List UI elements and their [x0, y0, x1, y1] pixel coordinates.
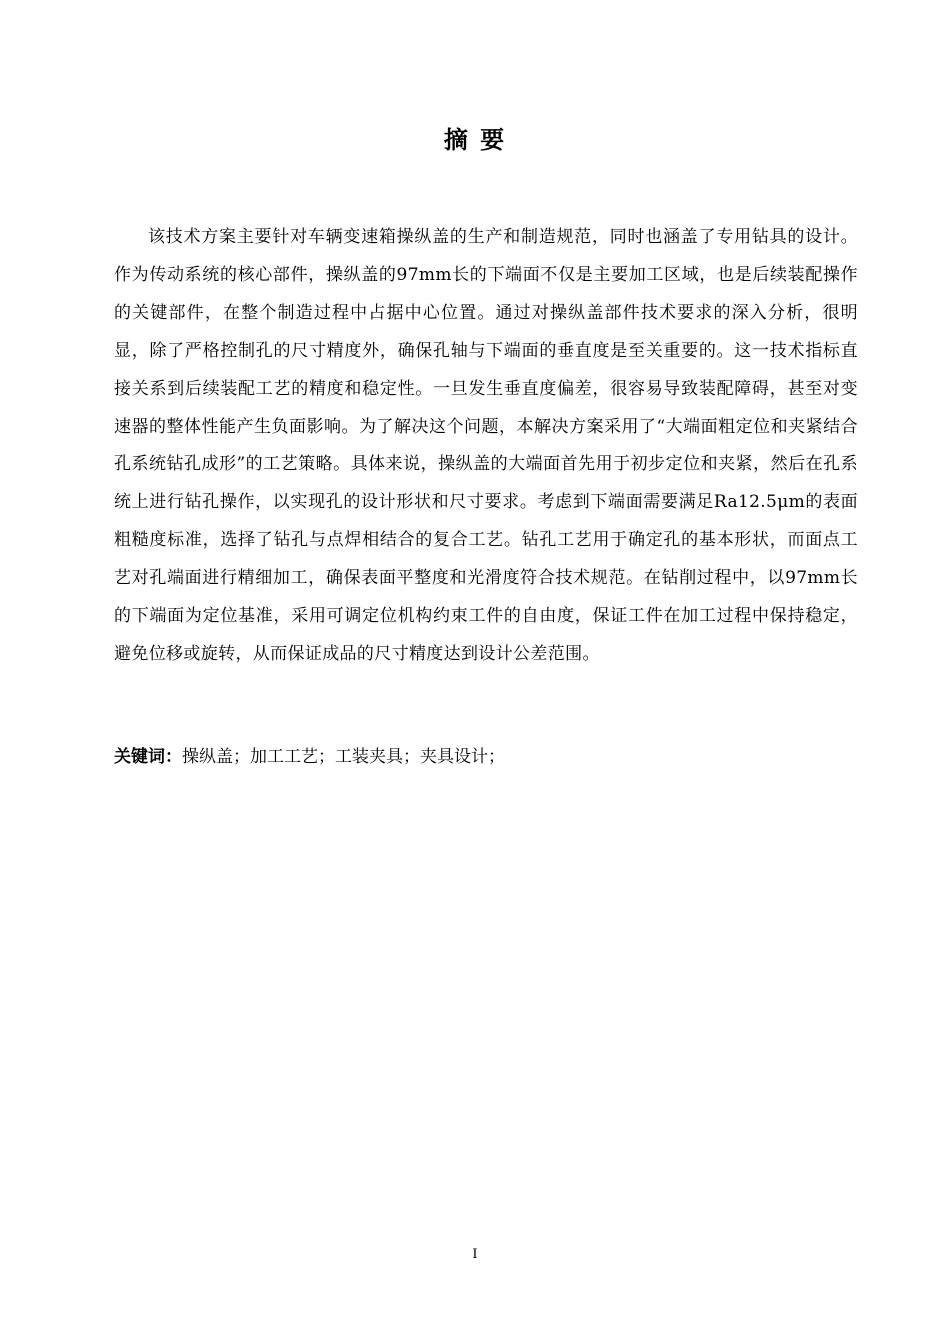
keywords-list: 操纵盖；加工工艺；工装夹具；夹具设计；	[182, 747, 505, 767]
page-number: I	[472, 1247, 478, 1262]
abstract-body: 该技术方案主要针对车辆变速箱操纵盖的生产和制造规范，同时也涵盖了专用钻具的设计。作为传动系统的核心部件，操纵盖的97mm长的下端面不仅是主要加工区域，也是后续装配操作的关键部件，在整个制造过程中占据中心位置。通过对操纵盖部件技术要求的深入分析，很明显，除了严格控制孔的尺寸精度外，确保孔轴与下端面的垂直度是至关重要的。这一技术指标直接关系到后续装配工艺的精度和稳定性。一旦发生垂直度偏差，很容易导致装配障碍，甚至对变速器的整体性能产生负面影响。为了解决这个问题，本解决方案采用了“大端面粗定位和夹紧结合孔系统钻孔成形”的工艺策略。具体来说，操纵盖的大端面首先用于初步定位和夹紧，然后在孔系统上进行钻孔操作，以实现孔的设计形状和尺寸要求。考虑到下端面需要满足Ra12.5μm的表面粗糙度标准，选择了钻孔与点焊相结合的复合工艺。钻孔工艺用于确定孔的基本形状，而面点工艺对孔端面进行精细加工，确保表面平整度和光滑度符合技术规范。在钻削过程中，以97mm长的下端面为定位基准，采用可调定位机构约束工件的自由度，保证工件在加工过程中保持稳定，避免位移或旋转，从而保证成品的尺寸精度达到设计公差范围。	[114, 227, 858, 664]
keywords-label: 关键词：	[114, 747, 182, 767]
keywords-line	[114, 739, 858, 775]
abstract-title: 摘 要	[443, 126, 507, 154]
